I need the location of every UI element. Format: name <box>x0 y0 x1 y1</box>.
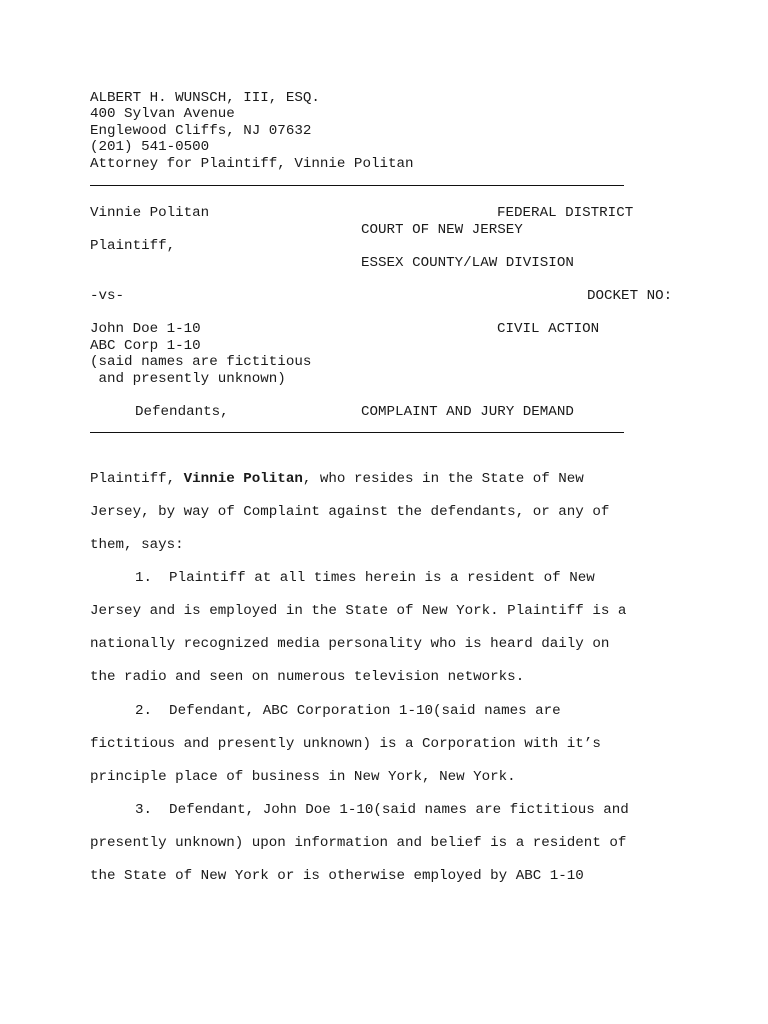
paragraph-2-line-2: fictitious and presently unknown) is a Corporation with it’s <box>90 736 601 752</box>
intro-suffix: , who resides in the State of New <box>302 471 584 487</box>
attorney-city: Englewood Cliffs, NJ 07632 <box>90 123 312 139</box>
intro-prefix: Plaintiff, <box>90 471 184 487</box>
paragraph-2-line-3: principle place of business in New York, New York. <box>90 769 516 785</box>
attorney-role: Attorney for Plaintiff, Vinnie Politan <box>90 156 414 172</box>
attorney-phone: (201) 541-0500 <box>90 139 210 155</box>
intro-line-1 <box>90 471 584 488</box>
court-name-line-1: FEDERAL DISTRICT <box>497 205 634 221</box>
intro-line-3: them, says: <box>90 537 184 553</box>
defendants-label: Defendants, <box>135 404 229 420</box>
paragraph-1-line-4: the radio and seen on numerous television networks. <box>90 669 525 685</box>
paragraph-3-line-2: presently unknown) upon information and belief is a resident of <box>90 835 627 851</box>
paragraph-1-line-3: nationally recognized media personality who is heard daily on <box>90 636 610 652</box>
paragraph-2-line-1: 2. Defendant, ABC Corporation 1-10(said names are <box>135 703 561 719</box>
plaintiff-name-bold: Vinnie Politan <box>183 471 303 487</box>
attorney-name: ALBERT H. WUNSCH, III, ESQ. <box>90 90 320 106</box>
civil-action-label: CIVIL ACTION <box>497 321 600 337</box>
intro-line-2: Jersey, by way of Complaint against the defendants, or any of <box>90 504 610 520</box>
document-title: COMPLAINT AND JURY DEMAND <box>361 404 574 420</box>
plaintiff-label: Plaintiff, <box>90 238 176 254</box>
court-name-line-2: COURT OF NEW JERSEY <box>361 222 523 238</box>
caption-top-rule <box>90 185 624 186</box>
paragraph-3-line-3: the State of New York or is otherwise employed by ABC 1-10 <box>90 868 584 884</box>
attorney-street: 400 Sylvan Avenue <box>90 106 235 122</box>
defendant-abc-corp: ABC Corp 1-10 <box>90 338 201 354</box>
paragraph-3-line-1: 3. Defendant, John Doe 1-10(said names are fictitious and <box>135 802 629 818</box>
plaintiff-name: Vinnie Politan <box>90 205 210 221</box>
versus-label: -vs- <box>90 288 125 304</box>
defendant-john-doe: John Doe 1-10 <box>90 321 201 337</box>
docket-number-label: DOCKET NO: <box>587 288 673 304</box>
county-division: ESSEX COUNTY/LAW DIVISION <box>361 255 574 271</box>
paragraph-1-line-2: Jersey and is employed in the State of New York. Plaintiff is a <box>90 603 627 619</box>
defendant-note-line-2: and presently unknown) <box>90 371 286 387</box>
caption-bottom-rule <box>90 432 624 433</box>
defendant-note-line-1: (said names are fictitious <box>90 354 312 370</box>
paragraph-1-line-1: 1. Plaintiff at all times herein is a resident of New <box>135 570 595 586</box>
